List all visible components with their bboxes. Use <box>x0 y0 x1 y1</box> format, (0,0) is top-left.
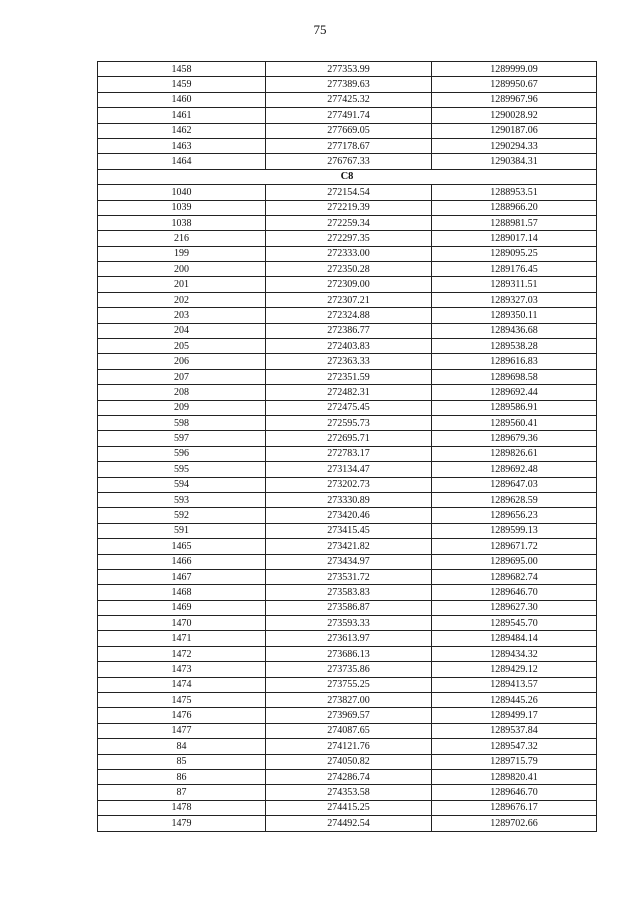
table-row <box>98 369 597 384</box>
x-coordinate-cell: 276767.33 <box>266 154 432 169</box>
y-coordinate-cell: 1289671.72 <box>432 539 597 554</box>
point-number-cell: 1473 <box>98 662 266 677</box>
y-coordinate-cell: 1289826.61 <box>432 446 597 461</box>
table-row <box>98 138 597 153</box>
x-coordinate-cell: 272386.77 <box>266 323 432 338</box>
table-row <box>98 200 597 215</box>
table-row <box>98 185 597 200</box>
point-number-cell: 591 <box>98 523 266 538</box>
y-coordinate-cell: 1290187.06 <box>432 123 597 138</box>
point-number-cell: 86 <box>98 769 266 784</box>
y-coordinate-cell: 1289429.12 <box>432 662 597 677</box>
table-row <box>98 662 597 677</box>
table-row <box>98 231 597 246</box>
x-coordinate-cell: 272297.35 <box>266 231 432 246</box>
point-number-cell: 597 <box>98 431 266 446</box>
x-coordinate-cell: 273434.97 <box>266 554 432 569</box>
point-number-cell: 201 <box>98 277 266 292</box>
table-row <box>98 277 597 292</box>
table-row <box>98 123 597 138</box>
x-coordinate-cell: 273330.89 <box>266 492 432 507</box>
table-row <box>98 492 597 507</box>
x-coordinate-cell: 273593.33 <box>266 616 432 631</box>
x-coordinate-cell: 272595.73 <box>266 415 432 430</box>
table-row <box>98 816 597 831</box>
table-row <box>98 462 597 477</box>
table-row <box>98 385 597 400</box>
y-coordinate-cell: 1289627.30 <box>432 600 597 615</box>
y-coordinate-cell: 1289176.45 <box>432 262 597 277</box>
x-coordinate-cell: 273202.73 <box>266 477 432 492</box>
point-number-cell: 1470 <box>98 616 266 631</box>
x-coordinate-cell: 274050.82 <box>266 754 432 769</box>
table-row <box>98 446 597 461</box>
x-coordinate-cell: 273420.46 <box>266 508 432 523</box>
coordinates-table <box>97 61 597 832</box>
x-coordinate-cell: 273421.82 <box>266 539 432 554</box>
table-row <box>98 646 597 661</box>
page-number: 75 <box>313 22 327 37</box>
x-coordinate-cell: 277353.99 <box>266 62 432 77</box>
table-row <box>98 323 597 338</box>
table-row <box>98 477 597 492</box>
point-number-cell: 1475 <box>98 693 266 708</box>
x-coordinate-cell: 273583.83 <box>266 585 432 600</box>
x-coordinate-cell: 273735.86 <box>266 662 432 677</box>
y-coordinate-cell: 1289095.25 <box>432 246 597 261</box>
table-body <box>98 62 597 832</box>
x-coordinate-cell: 272309.00 <box>266 277 432 292</box>
y-coordinate-cell: 1289646.70 <box>432 585 597 600</box>
point-number-cell: 1476 <box>98 708 266 723</box>
table-row <box>98 585 597 600</box>
x-coordinate-cell: 272351.59 <box>266 369 432 384</box>
table-row <box>98 539 597 554</box>
y-coordinate-cell: 1289676.17 <box>432 800 597 815</box>
y-coordinate-cell: 1289538.28 <box>432 339 597 354</box>
point-number-cell: 1467 <box>98 569 266 584</box>
x-coordinate-cell: 272324.88 <box>266 308 432 323</box>
point-number-cell: 1462 <box>98 123 266 138</box>
point-number-cell: 202 <box>98 292 266 307</box>
point-number-cell: 1040 <box>98 185 266 200</box>
y-coordinate-cell: 1289698.58 <box>432 369 597 384</box>
table-row <box>98 616 597 631</box>
point-number-cell: 216 <box>98 231 266 246</box>
y-coordinate-cell: 1289599.13 <box>432 523 597 538</box>
point-number-cell: 1471 <box>98 631 266 646</box>
x-coordinate-cell: 273531.72 <box>266 569 432 584</box>
table-row <box>98 554 597 569</box>
point-number-cell: 1459 <box>98 77 266 92</box>
point-number-cell: 203 <box>98 308 266 323</box>
table-row <box>98 769 597 784</box>
x-coordinate-cell: 272482.31 <box>266 385 432 400</box>
y-coordinate-cell: 1289327.03 <box>432 292 597 307</box>
point-number-cell: 1461 <box>98 108 266 123</box>
section-label: C8 <box>98 169 597 184</box>
table-row <box>98 292 597 307</box>
point-number-cell: 1038 <box>98 215 266 230</box>
point-number-cell: 593 <box>98 492 266 507</box>
x-coordinate-cell: 273755.25 <box>266 677 432 692</box>
point-number-cell: 1478 <box>98 800 266 815</box>
point-number-cell: 594 <box>98 477 266 492</box>
x-coordinate-cell: 273134.47 <box>266 462 432 477</box>
point-number-cell: 206 <box>98 354 266 369</box>
y-coordinate-cell: 1289820.41 <box>432 769 597 784</box>
y-coordinate-cell: 1289692.48 <box>432 462 597 477</box>
x-coordinate-cell: 272695.71 <box>266 431 432 446</box>
point-number-cell: 598 <box>98 415 266 430</box>
y-coordinate-cell: 1289695.00 <box>432 554 597 569</box>
x-coordinate-cell: 272403.83 <box>266 339 432 354</box>
y-coordinate-cell: 1289682.74 <box>432 569 597 584</box>
y-coordinate-cell: 1289434.32 <box>432 646 597 661</box>
y-coordinate-cell: 1289702.66 <box>432 816 597 831</box>
y-coordinate-cell: 1289656.23 <box>432 508 597 523</box>
x-coordinate-cell: 273827.00 <box>266 693 432 708</box>
table-row <box>98 723 597 738</box>
table-row <box>98 785 597 800</box>
y-coordinate-cell: 1289499.17 <box>432 708 597 723</box>
table-row <box>98 631 597 646</box>
point-number-cell: 87 <box>98 785 266 800</box>
table-row <box>98 708 597 723</box>
point-number-cell: 1464 <box>98 154 266 169</box>
table-row <box>98 754 597 769</box>
table-row <box>98 508 597 523</box>
y-coordinate-cell: 1289628.59 <box>432 492 597 507</box>
point-number-cell: 204 <box>98 323 266 338</box>
y-coordinate-cell: 1289692.44 <box>432 385 597 400</box>
x-coordinate-cell: 277389.63 <box>266 77 432 92</box>
point-number-cell: 1458 <box>98 62 266 77</box>
x-coordinate-cell: 273969.57 <box>266 708 432 723</box>
table-row <box>98 262 597 277</box>
x-coordinate-cell: 273686.13 <box>266 646 432 661</box>
point-number-cell: 205 <box>98 339 266 354</box>
table-row <box>98 246 597 261</box>
table-row <box>98 677 597 692</box>
y-coordinate-cell: 1289950.67 <box>432 77 597 92</box>
point-number-cell: 1460 <box>98 92 266 107</box>
x-coordinate-cell: 273613.97 <box>266 631 432 646</box>
y-coordinate-cell: 1288966.20 <box>432 200 597 215</box>
x-coordinate-cell: 274286.74 <box>266 769 432 784</box>
table-row <box>98 339 597 354</box>
table-row <box>98 800 597 815</box>
y-coordinate-cell: 1289413.57 <box>432 677 597 692</box>
y-coordinate-cell: 1289484.14 <box>432 631 597 646</box>
x-coordinate-cell: 274415.25 <box>266 800 432 815</box>
y-coordinate-cell: 1289545.70 <box>432 616 597 631</box>
section-header-row <box>98 169 597 184</box>
y-coordinate-cell: 1289715.79 <box>432 754 597 769</box>
point-number-cell: 1468 <box>98 585 266 600</box>
table-row <box>98 92 597 107</box>
y-coordinate-cell: 1289646.70 <box>432 785 597 800</box>
table-row <box>98 415 597 430</box>
table-row <box>98 308 597 323</box>
y-coordinate-cell: 1289560.41 <box>432 415 597 430</box>
x-coordinate-cell: 272475.45 <box>266 400 432 415</box>
y-coordinate-cell: 1289586.91 <box>432 400 597 415</box>
point-number-cell: 1474 <box>98 677 266 692</box>
y-coordinate-cell: 1289967.96 <box>432 92 597 107</box>
y-coordinate-cell: 1290384.31 <box>432 154 597 169</box>
point-number-cell: 1466 <box>98 554 266 569</box>
point-number-cell: 1472 <box>98 646 266 661</box>
point-number-cell: 1469 <box>98 600 266 615</box>
x-coordinate-cell: 272219.39 <box>266 200 432 215</box>
point-number-cell: 1039 <box>98 200 266 215</box>
point-number-cell: 207 <box>98 369 266 384</box>
y-coordinate-cell: 1289436.68 <box>432 323 597 338</box>
table-row <box>98 154 597 169</box>
table-row <box>98 523 597 538</box>
x-coordinate-cell: 272350.28 <box>266 262 432 277</box>
y-coordinate-cell: 1289647.03 <box>432 477 597 492</box>
table-row <box>98 108 597 123</box>
x-coordinate-cell: 273586.87 <box>266 600 432 615</box>
y-coordinate-cell: 1289547.32 <box>432 739 597 754</box>
x-coordinate-cell: 277491.74 <box>266 108 432 123</box>
table-row <box>98 569 597 584</box>
point-number-cell: 592 <box>98 508 266 523</box>
table-row <box>98 215 597 230</box>
x-coordinate-cell: 277178.67 <box>266 138 432 153</box>
point-number-cell: 595 <box>98 462 266 477</box>
x-coordinate-cell: 272333.00 <box>266 246 432 261</box>
point-number-cell: 1479 <box>98 816 266 831</box>
point-number-cell: 596 <box>98 446 266 461</box>
table-row <box>98 739 597 754</box>
y-coordinate-cell: 1289537.84 <box>432 723 597 738</box>
point-number-cell: 84 <box>98 739 266 754</box>
y-coordinate-cell: 1288981.57 <box>432 215 597 230</box>
point-number-cell: 199 <box>98 246 266 261</box>
table-row <box>98 400 597 415</box>
table-row <box>98 600 597 615</box>
point-number-cell: 1463 <box>98 138 266 153</box>
point-number-cell: 85 <box>98 754 266 769</box>
y-coordinate-cell: 1289311.51 <box>432 277 597 292</box>
y-coordinate-cell: 1289445.26 <box>432 693 597 708</box>
table-row <box>98 77 597 92</box>
x-coordinate-cell: 272154.54 <box>266 185 432 200</box>
x-coordinate-cell: 277669.05 <box>266 123 432 138</box>
y-coordinate-cell: 1290294.33 <box>432 138 597 153</box>
y-coordinate-cell: 1289616.83 <box>432 354 597 369</box>
x-coordinate-cell: 273415.45 <box>266 523 432 538</box>
y-coordinate-cell: 1289999.09 <box>432 62 597 77</box>
point-number-cell: 1465 <box>98 539 266 554</box>
x-coordinate-cell: 274353.58 <box>266 785 432 800</box>
x-coordinate-cell: 272259.34 <box>266 215 432 230</box>
table-row <box>98 431 597 446</box>
x-coordinate-cell: 277425.32 <box>266 92 432 107</box>
y-coordinate-cell: 1289017.14 <box>432 231 597 246</box>
x-coordinate-cell: 272363.33 <box>266 354 432 369</box>
x-coordinate-cell: 274121.76 <box>266 739 432 754</box>
y-coordinate-cell: 1290028.92 <box>432 108 597 123</box>
point-number-cell: 209 <box>98 400 266 415</box>
x-coordinate-cell: 274492.54 <box>266 816 432 831</box>
x-coordinate-cell: 274087.65 <box>266 723 432 738</box>
x-coordinate-cell: 272307.21 <box>266 292 432 307</box>
x-coordinate-cell: 272783.17 <box>266 446 432 461</box>
table-row <box>98 693 597 708</box>
table-row <box>98 354 597 369</box>
point-number-cell: 1477 <box>98 723 266 738</box>
y-coordinate-cell: 1288953.51 <box>432 185 597 200</box>
table-row <box>98 62 597 77</box>
point-number-cell: 208 <box>98 385 266 400</box>
y-coordinate-cell: 1289350.11 <box>432 308 597 323</box>
point-number-cell: 200 <box>98 262 266 277</box>
y-coordinate-cell: 1289679.36 <box>432 431 597 446</box>
